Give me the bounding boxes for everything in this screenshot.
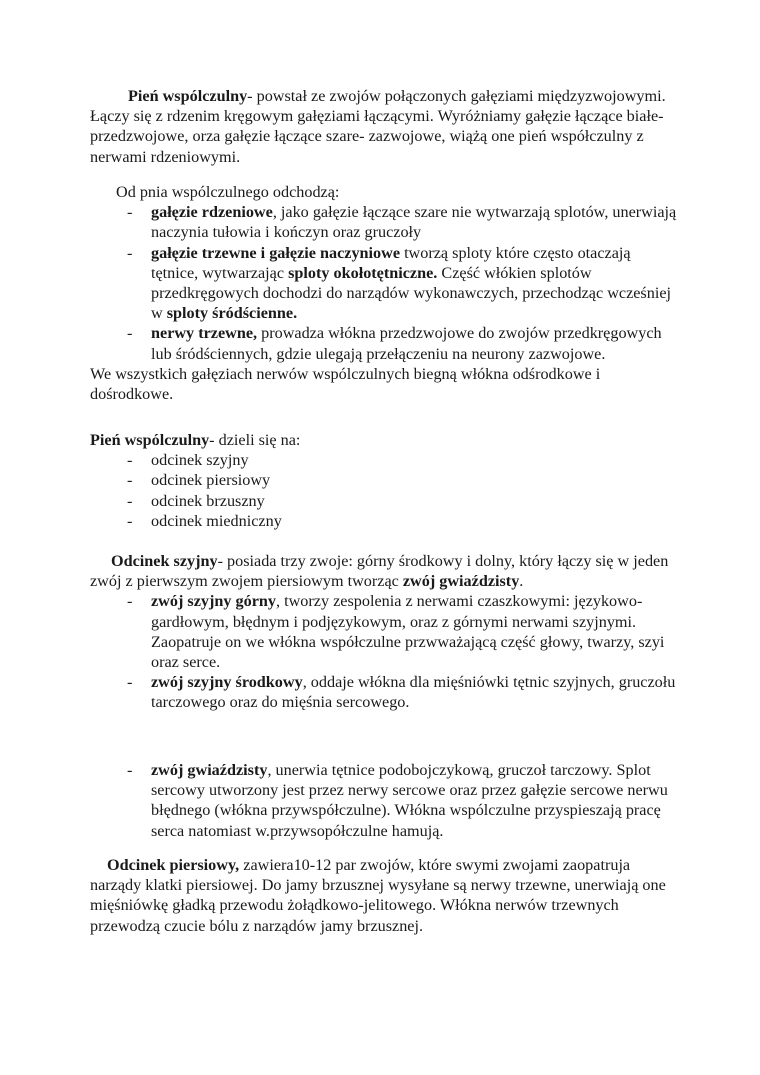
section-odcinek-piersiowy: [90, 855, 680, 936]
term: gałęzie rdzeniowe: [151, 203, 273, 222]
paragraph-pien-wspolczulny-intro: [90, 86, 680, 167]
dash-marker: -: [127, 243, 133, 262]
text: , tworzy zespolenia z nerwami czaszkowymi: językowo-gardłowym, błędnym i podjęzykowym, oraz z górnymi nerwami szyjnymi. Zaopatruje on we włókna współczulne przwważającą część głowy, twarzy, szyi oraz serce.: [151, 592, 665, 672]
term-zwoj-gwiazdzisty: zwój gwiaździsty: [402, 572, 520, 591]
text: tworzą sploty które często otaczają tętnice, wytwarzając: [151, 243, 631, 282]
text: , unerwia tętnice podobojczykową, gruczoł tarczowy. Splot sercowy utworzony jest przez nerwy sercowe oraz przez gałęzie sercowe nerwu błędnego (włókna przywspółczulne). Włókna wspólczulne przyspieszają pracę serca natomiast w.przywsopółczulne hamują.: [151, 761, 668, 840]
list-item: [90, 591, 680, 672]
cervical-ganglia-list: [90, 591, 680, 712]
text: prowadza włókna przedzwojowe do zwojów przedkręgowych lub śródściennych, gdzie ulegają przełączeniu na neurony zazwojowe.: [151, 324, 662, 363]
dash-marker: -: [127, 471, 133, 490]
branches-list: [90, 202, 680, 364]
text: - dzieli się na:: [209, 431, 301, 449]
section-zwoj-gwiazdzisty: [90, 760, 680, 841]
dash-marker: -: [127, 203, 133, 222]
term: gałęzie trzewne i gałęzie naczyniowe: [151, 243, 401, 262]
list-item: - odcinek brzuszny: [127, 491, 265, 510]
term: sploty śródścienne.: [166, 304, 298, 323]
divisions-list: [90, 450, 680, 531]
list-item: [90, 672, 680, 712]
text: Część włókien splotów przedkręgowych dochodzi do narządów wykonawczych, przechodząc wcześniej w: [151, 263, 672, 323]
list-item: - odcinek szyjny: [127, 451, 249, 470]
term: nerwy trzewne,: [151, 324, 258, 343]
list-item: [90, 760, 680, 841]
list-item: - odcinek miedniczny: [127, 511, 282, 530]
text: - posiada trzy zwoje: górny środkowy i dolny, który łączy się w jeden zwój z pierwszym zwojem piersiowym tworząc: [90, 552, 669, 591]
text: , oddaje włókna dla mięśniówki tętnic szyjnych, gruczołu tarczowego oraz do mięśnia sercowego.: [151, 673, 676, 712]
dash-marker: -: [127, 324, 133, 343]
term-odcinek-szyjny: Odcinek szyjny: [111, 552, 218, 570]
section-branches: [90, 182, 680, 404]
term: zwój gwiaździsty: [151, 761, 268, 779]
branches-intro: Od pnia wspólczulnego odchodzą:: [116, 183, 340, 201]
term: zwój szyjny środkowy: [151, 673, 303, 692]
term-pien-wspolczulny: Pień wspólczulny: [90, 431, 210, 449]
section-divisions: [90, 430, 680, 531]
text: - powstał ze zwojów połączonych gałęziami międzyzwojowymi. Łączy się z rdzenim kręgowym gałęziami łączącymi. Wyróżniamy gałęzie łączące białe- przedzwojowe, orza gałęzie łączące szare- zazwojowe, wiążą one pień współczulny z nerwami rdzeniowymi.: [90, 87, 666, 166]
dash-marker: -: [127, 491, 133, 510]
dash-marker: -: [127, 673, 133, 692]
text: zawiera10-12 par zwojów, które swymi zwojami zaopatruja narządy klatki piersiowej. Do jamy brzusznej wysyłane są nerwy trzewne, unerwiają one mięśniówkę gładką przewodu żołądkowo-jelitowego. Włókna nerwów trzewnych przewodzą czucie bólu z narządów jamy brzusznej.: [90, 856, 666, 935]
list-item: [90, 323, 680, 363]
term: sploty okołotętniczne.: [288, 263, 438, 282]
dash-marker: -: [127, 761, 133, 779]
list-item: - odcinek piersiowy: [127, 471, 271, 490]
dash-marker: -: [127, 451, 133, 470]
list-item: [90, 243, 680, 324]
term-pien-wspolczulny: Pień wspólczulny: [128, 87, 248, 105]
branches-note: We wszystkich gałęziach nerwów wspólczulnych biegną włókna odśrodkowe i dośrodkowe.: [90, 364, 601, 404]
term: zwój szyjny górny: [151, 592, 276, 611]
term-odcinek-piersiowy: Odcinek piersiowy,: [107, 856, 240, 874]
text: , jako gałęzie łączące szare nie wytwarzają splotów, unerwiają naczynia tułowia i kończyn oraz gruczoły: [151, 203, 677, 242]
dash-marker: -: [127, 592, 133, 611]
section-odcinek-szyjny: Odcinek szyjny- posiada trzy zwoje: górny środkowy i dolny, który łączy się w jeden zwój z pierwszym zwojem piersiowym tworząc zwój gwiaździsty. - zwój szyjny górny, tworzy zespolenia z nerwami czaszkowymi: językowo-gardłowym, błędnym i podjęzykowym, oraz z górnymi nerwami szyjnymi. Zaopatruje on we włókna współczulne przwważającą część głowy, twarzy, szyi oraz serce. - zwój szyjny środkowy, oddaje włókna dla mięśniówki tętnic szyjnych, gruczołu tarczowego oraz do mięśnia sercowego.: [90, 551, 680, 713]
list-item: [90, 202, 680, 242]
dash-marker: -: [127, 511, 133, 530]
